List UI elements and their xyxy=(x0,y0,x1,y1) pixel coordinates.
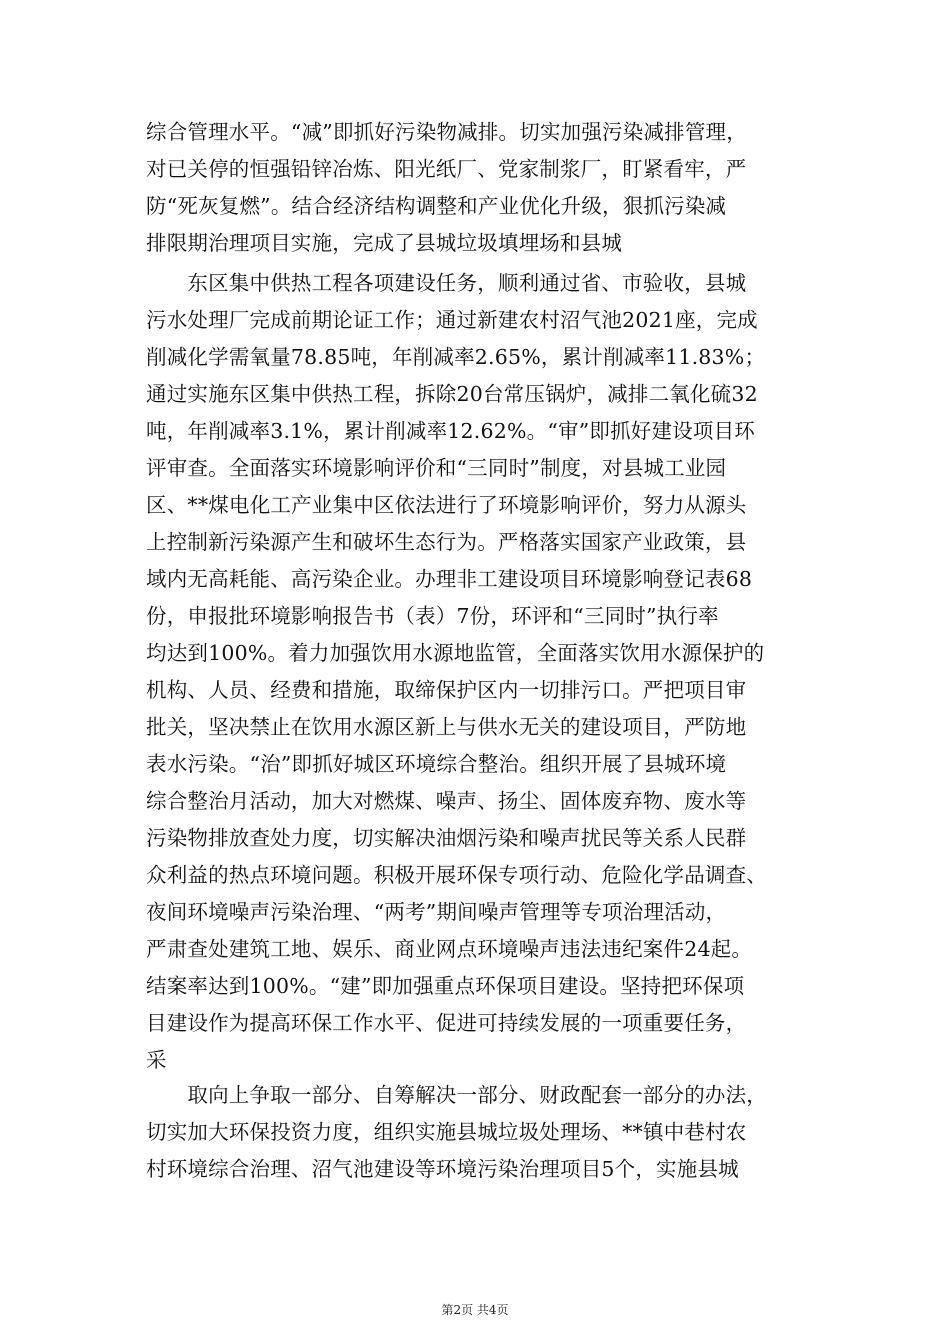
text-line: 区、**煤电化工产业集中区依法进行了环境影响评价，努力从源头 xyxy=(146,493,747,517)
text-line: 综合整治月活动，加大对燃煤、噪声、扬尘、固体废弃物、废水等 xyxy=(146,789,747,813)
text-line: 众利益的热点环境问题。积极开展环保专项行动、危险化学品调查、 xyxy=(146,863,767,887)
text-line: 批关，坚决禁止在饮用水源区新上与供水无关的建设项目，严防地 xyxy=(146,715,747,739)
paragraph-1 xyxy=(146,114,810,262)
text-line: 排限期治理项目实施，完成了县城垃圾填埋场和县城 xyxy=(146,231,623,255)
text-line: 通过实施东区集中供热工程，拆除20台常压锅炉，减排二氧化硫32 xyxy=(146,382,758,406)
page-number: 第2页 共4页 xyxy=(441,1303,509,1317)
text-line: 东区集中供热工程各项建设任务，顺利通过省、市验收，县城 xyxy=(146,271,747,295)
text-line: 评审查。全面落实环境影响评价和“三同时”制度，对县城工业园 xyxy=(146,456,727,480)
text-line: 目建设作为提高环保工作水平、促进可持续发展的一项重要任务， xyxy=(146,1011,747,1035)
text-line: 村环境综合治理、沼气池建设等环境污染治理项目5个，实施县城 xyxy=(146,1157,739,1181)
text-line: 吨，年削减率3.1%，累计削减率12.62%。“审”即抓好建设项目环 xyxy=(146,419,756,443)
text-line: 域内无高耗能、高污染企业。办理非工建设项目环境影响登记表68 xyxy=(146,567,753,591)
text-line: 污染物排放查处力度，切实解决油烟污染和噪声扰民等关系人民群 xyxy=(146,826,747,850)
page-footer xyxy=(0,1302,950,1318)
text-line: 机构、人员、经费和措施，取缔保护区内一切排污口。严把项目审 xyxy=(146,678,747,702)
text-line: 严肃查处建筑工地、娱乐、商业网点环境噪声违法违纪案件24起。 xyxy=(146,937,753,961)
paragraph-3 xyxy=(146,1077,810,1188)
text-line: 切实加大环保投资力度，组织实施县城垃圾处理场、**镇中巷村农 xyxy=(146,1120,747,1144)
text-line: 表水污染。“治”即抓好城区环境综合整治。组织开展了县城环境 xyxy=(146,752,727,776)
text-line: 结案率达到100%。“建”即加强重点环保项目建设。坚持把环保项 xyxy=(146,974,745,998)
text-line: 取向上争取一部分、自筹解决一部分、财政配套一部分的办法， xyxy=(146,1083,767,1107)
text-line: 份，申报批环境影响报告书（表）7份，环评和“三同时”执行率 xyxy=(146,604,719,628)
text-line: 防“死灰复燃”。结合经济结构调整和产业优化升级，狠抓污染减 xyxy=(146,194,727,218)
text-line: 削减化学需氧量78.85吨，年削减率2.65%，累计削减率11.83%； xyxy=(146,345,766,369)
text-line: 夜间环境噪声污染治理、“两考”期间噪声管理等专项治理活动， xyxy=(146,900,727,924)
text-line: 采 xyxy=(146,1048,167,1072)
paragraph-2 xyxy=(146,265,810,1079)
text-line: 上控制新污染源产生和破坏生态行为。严格落实国家产业政策，县 xyxy=(146,530,747,554)
text-line: 综合管理水平。“减”即抓好污染物减排。切实加强污染减排管理， xyxy=(146,120,747,144)
text-line: 均达到100%。着力加强饮用水源地监管，全面落实饮用水源保护的 xyxy=(146,641,765,665)
text-line: 污水处理厂完成前期论证工作；通过新建农村沼气池2021座，完成 xyxy=(146,308,758,332)
text-line: 对已关停的恒强铅锌冶炼、阳光纸厂、党家制浆厂，盯紧看牢，严 xyxy=(146,157,747,181)
